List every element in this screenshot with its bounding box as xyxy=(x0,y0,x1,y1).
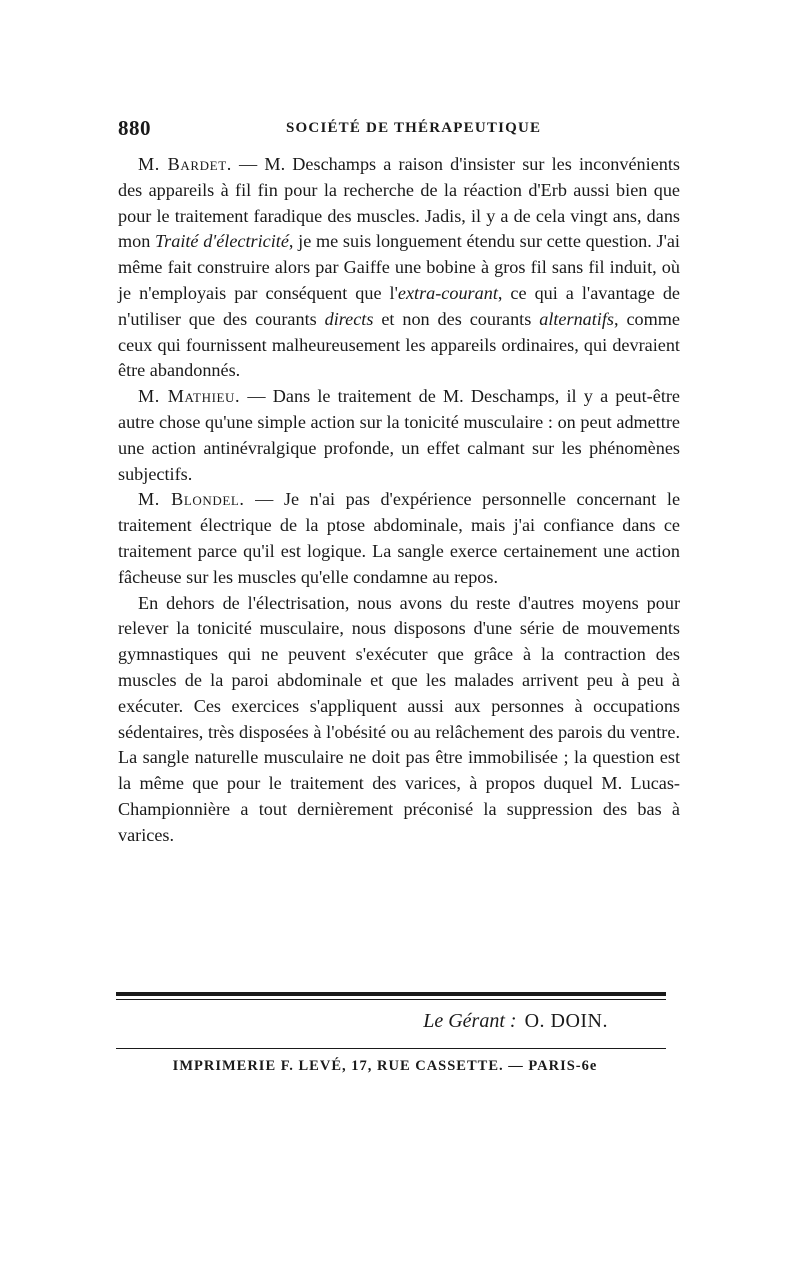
italic-term: extra-courant xyxy=(397,282,498,303)
paragraph-text: — M. Deschamps a raison d'insister sur les inconvénients des appareils à fil fin pour la recherche de la réaction d'Erb aussi bien que pour le traitement faradique des muscles. Jadis, il y a de cela vingt ans, dans mon xyxy=(118,154,680,252)
paragraph-text: , ce qui a l'avantage de n'utiliser que des courants xyxy=(118,282,680,329)
signature-line xyxy=(423,1010,608,1033)
running-head-title: SOCIÉTÉ DE THÉRAPEUTIQUE xyxy=(286,120,542,136)
speaker-name: M. Bardet. xyxy=(138,154,232,174)
italic-title: Traité d'électricité xyxy=(155,231,289,252)
paragraph-text: — Je n'ai pas d'expérience personnelle concernant le traitement électrique de la ptose abdominale, mais j'ai confiance dans ce traitement parce qu'il est logique. La sangle exerce certainement une action fâcheuse sur les muscles qu'elle condamne au repos. xyxy=(118,489,681,587)
italic-term: alternatifs xyxy=(539,308,614,329)
paragraph-text: et non des courants xyxy=(373,308,540,329)
italic-term: directs xyxy=(324,308,374,329)
body-text xyxy=(118,152,680,849)
paragraph-text: — Dans le traitement de M. Deschamps, il y a peut-être autre chose qu'une simple action sur la tonicité musculaire : on peut admettre une action antinévralgique profonde, un effet calmant sur les phénomènes subjectifs. xyxy=(118,386,680,484)
paragraph-bardet xyxy=(118,152,680,384)
paragraph-mathieu xyxy=(118,384,680,487)
speaker-name: M. Blondel. xyxy=(138,489,245,510)
running-head xyxy=(118,116,680,140)
divider-rule-thin xyxy=(116,999,666,1000)
printer-imprint: IMPRIMERIE F. LEVÉ, 17, RUE CASSETTE. — PARIS-6e xyxy=(172,1058,598,1074)
paragraph-text: , je me suis longuement étendu sur cette question. J'ai même fait construire alors par Gaiffe une bobine à gros fil sans fil induit, où je n'employais par conséquent que l' xyxy=(118,231,680,303)
speaker-name: M. Mathieu. xyxy=(138,386,241,407)
paragraph-blondel xyxy=(118,487,680,590)
paragraph-text: En dehors de l'électrisation, nous avons du reste d'autres moyens pour relever la tonicité musculaire, nous disposons d'une série de mouvements gymnastiques qui ne peuvent s'exécuter que grâce à la contraction des muscles de la paroi abdominale et que les malades arrivent peu à peu à exécuter. Ces exercices s'appliquent aussi aux personnes à occupations sédentaires, très disposées à l'obésité ou au relâchement des parois du ventre. La sangle naturelle musculaire ne doit pas être immobilisée ; la question est la même que pour le traitement des varices, à propos duquel M. Lucas-Championnière a tout dernièrement préconisé la suppression des bas à varices. xyxy=(118,592,680,845)
divider-rule-thick xyxy=(116,992,666,996)
paragraph-continuation xyxy=(118,591,680,849)
signature-name: O. DOIN. xyxy=(524,1010,608,1032)
signature-label: Le Gérant : xyxy=(423,1010,517,1032)
page-number: 880 xyxy=(118,116,151,140)
paragraph-text: , comme ceux qui fournissent malheureusement les appareils ordinaires, qui devraient être abandonnés. xyxy=(118,308,680,381)
printer-rule xyxy=(116,1048,666,1049)
